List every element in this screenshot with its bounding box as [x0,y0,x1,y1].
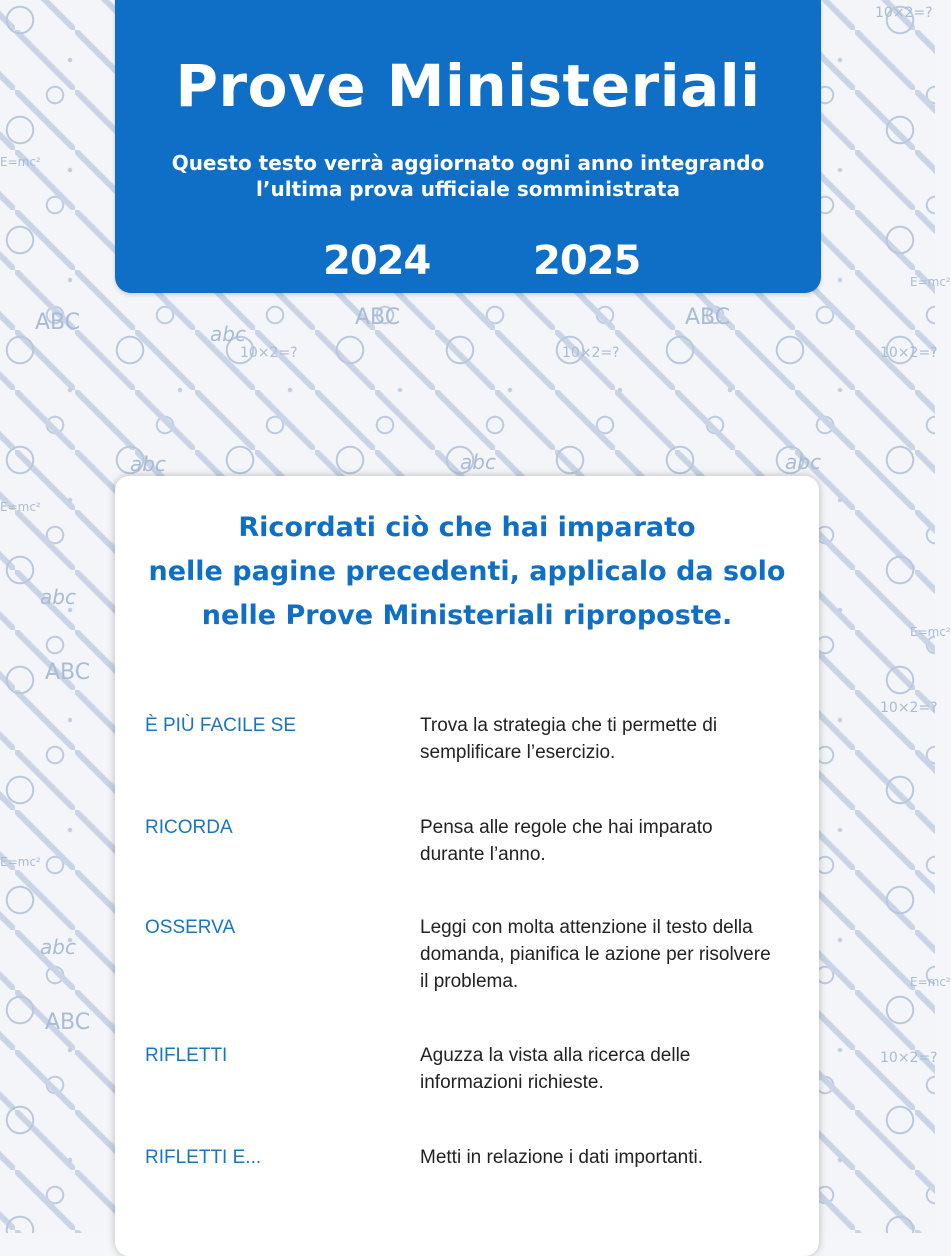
intro-line: nelle pagine precedenti, applicalo da solo [148,556,786,587]
doodle-abc-text: abc [210,322,246,346]
header-subtitle [115,150,821,202]
header-banner [115,0,821,293]
doodle-math-text: 10×2=? [875,5,933,21]
year-label: 2025 [533,238,641,284]
tip-label: È PIÙ FACILE SE [145,715,296,736]
doodle-math-text: 10×2=? [880,345,938,361]
doodle-emc-text: E=mc² [910,275,951,289]
doodle-math-text: 10×2=? [880,700,938,716]
intro-line: Ricordati ciò che hai imparato [238,512,696,543]
doodle-emc-text: E=mc² [0,855,41,869]
doodle-emc-text: E=mc² [910,975,951,989]
tip-description: Leggi con molta attenzione il testo della domanda, pianifica le azione per risolvere il problema. [420,917,771,992]
tip-label: RIFLETTI E... [145,1147,262,1168]
doodle-ABC-text: ABC [35,310,81,335]
doodle-abc-text: abc [130,452,166,476]
doodle-abc-text: abc [40,585,76,609]
doodle-ABC-text: ABC [685,305,731,330]
year-label: 2024 [323,238,431,284]
doodle-emc-text: E=mc² [910,625,951,639]
doodle-abc-text: abc [785,450,821,474]
doodle-abc-text: abc [460,450,496,474]
tip-description: Metti in relazione i dati importanti. [420,1147,704,1168]
intro-heading [115,506,819,638]
tip-label: RIFLETTI [145,1045,228,1066]
tip-description: Trova la strategia che ti permette di semplificare l’esercizio. [420,715,718,763]
doodle-emc-text: E=mc² [0,500,41,514]
intro-line: nelle Prove Ministeriali riproposte. [201,600,733,631]
instructions-card [115,476,819,1256]
doodle-ABC-text: ABC [45,1010,91,1035]
tip-description: Pensa alle regole che hai imparato durante l’anno. [420,817,713,865]
tip-label: OSSERVA [145,917,236,938]
tip-description: Aguzza la vista alla ricerca delle informazioni richieste. [420,1045,691,1093]
doodle-math-text: 10×2=? [880,1050,938,1066]
doodle-math-text: 10×2=? [562,345,620,361]
header-subtitle-line: l’ultima prova ufficiale somministrata [256,177,680,201]
doodle-ABC-text: ABC [45,660,91,685]
doodle-emc-text: E=mc² [0,155,41,169]
tip-label: RICORDA [145,817,233,838]
doodle-math-text: 10×2=? [240,345,298,361]
page-title: Prove Ministeriali [175,52,761,120]
doodle-abc-text: abc [40,935,76,959]
header-subtitle-line: Questo testo verrà aggiornato ogni anno integrando [171,151,765,175]
doodle-ABC-text: ABC [355,305,401,330]
